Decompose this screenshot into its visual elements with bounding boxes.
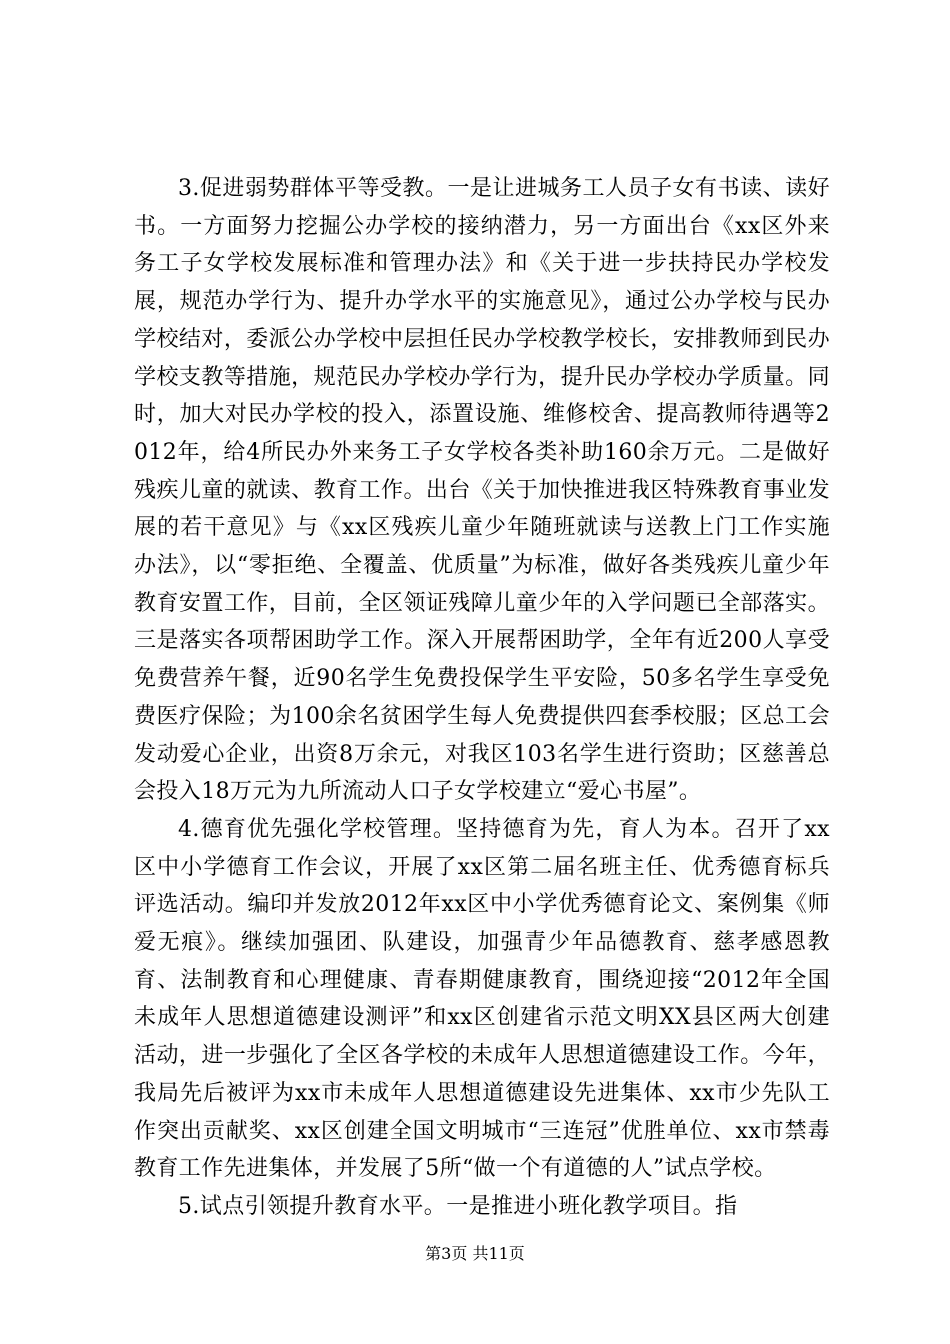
- document-body: [134, 170, 830, 1226]
- paragraph-4: 4.德育优先强化学校管理。坚持德育为先，育人为本。召开了xx区中小学德育工作会议，开展了xx区第二届名班主任、优秀德育标兵评选活动。编印并发放2012年xx区中小学优秀德育论文、案例集《师爱无痕》。继续加强团、队建设，加强青少年品德教育、慈孝感恩教育、法制教育和心理健康、青春期健康教育，围绕迎接“2012年全国未成年人思想道德建设测评”和xx区创建省示范文明XX县区两大创建活动，进一步强化了全区各学校的未成年人思想道德建设工作。今年，我局先后被评为xx市未成年人思想道德建设先进集体、xx市少先队工作突出贡献奖、xx区创建全国文明城市“三连冠”优胜单位、xx市禁毒教育工作先进集体，并发展了5所“做一个有道德的人”试点学校。: [134, 816, 830, 1182]
- paragraph-3: 3.促进弱势群体平等受教。一是让进城务工人员子女有书读、读好书。一方面努力挖掘公办学校的接纳潜力，另一方面出台《xx区外来务工子女学校发展标准和管理办法》和《关于进一步扶持民办学校发展，规范办学行为、提升办学水平的实施意见》，通过公办学校与民办学校结对，委派公办学校中层担任民办学校教学校长，安排教师到民办学校支教等措施，规范民办学校办学行为，提升民办学校办学质量。同时，加大对民办学校的投入，添置设施、维修校舍、提高教师待遇等2012年，给4所民办外来务工子女学校各类补助160余万元。二是做好残疾儿童的就读、教育工作。出台《关于加快推进我区特殊教育事业发展的若干意见》与《xx区残疾儿童少年随班就读与送教上门工作实施办法》，以“零拒绝、全覆盖、优质量”为标准，做好各类残疾儿童少年教育安置工作，目前，全区领证残障儿童少年的入学问题已全部落实。三是落实各项帮困助学工作。深入开展帮困助学，全年有近200人享受免费营养午餐，近90名学生免费投保学生平安险，50多名学生享受免费医疗保险；为100余名贫困学生每人免费提供四套季校服；区总工会发动爱心企业，出资8万余元，对我区103名学生进行资助；区慈善总会投入18万元为九所流动人口子女学校建立“爱心书屋”。: [134, 176, 830, 805]
- paragraph-5: 5.试点引领提升教育水平。一是推进小班化教学项目。指: [178, 1193, 738, 1219]
- page-footer: 第3页 共11页: [425, 1244, 525, 1263]
